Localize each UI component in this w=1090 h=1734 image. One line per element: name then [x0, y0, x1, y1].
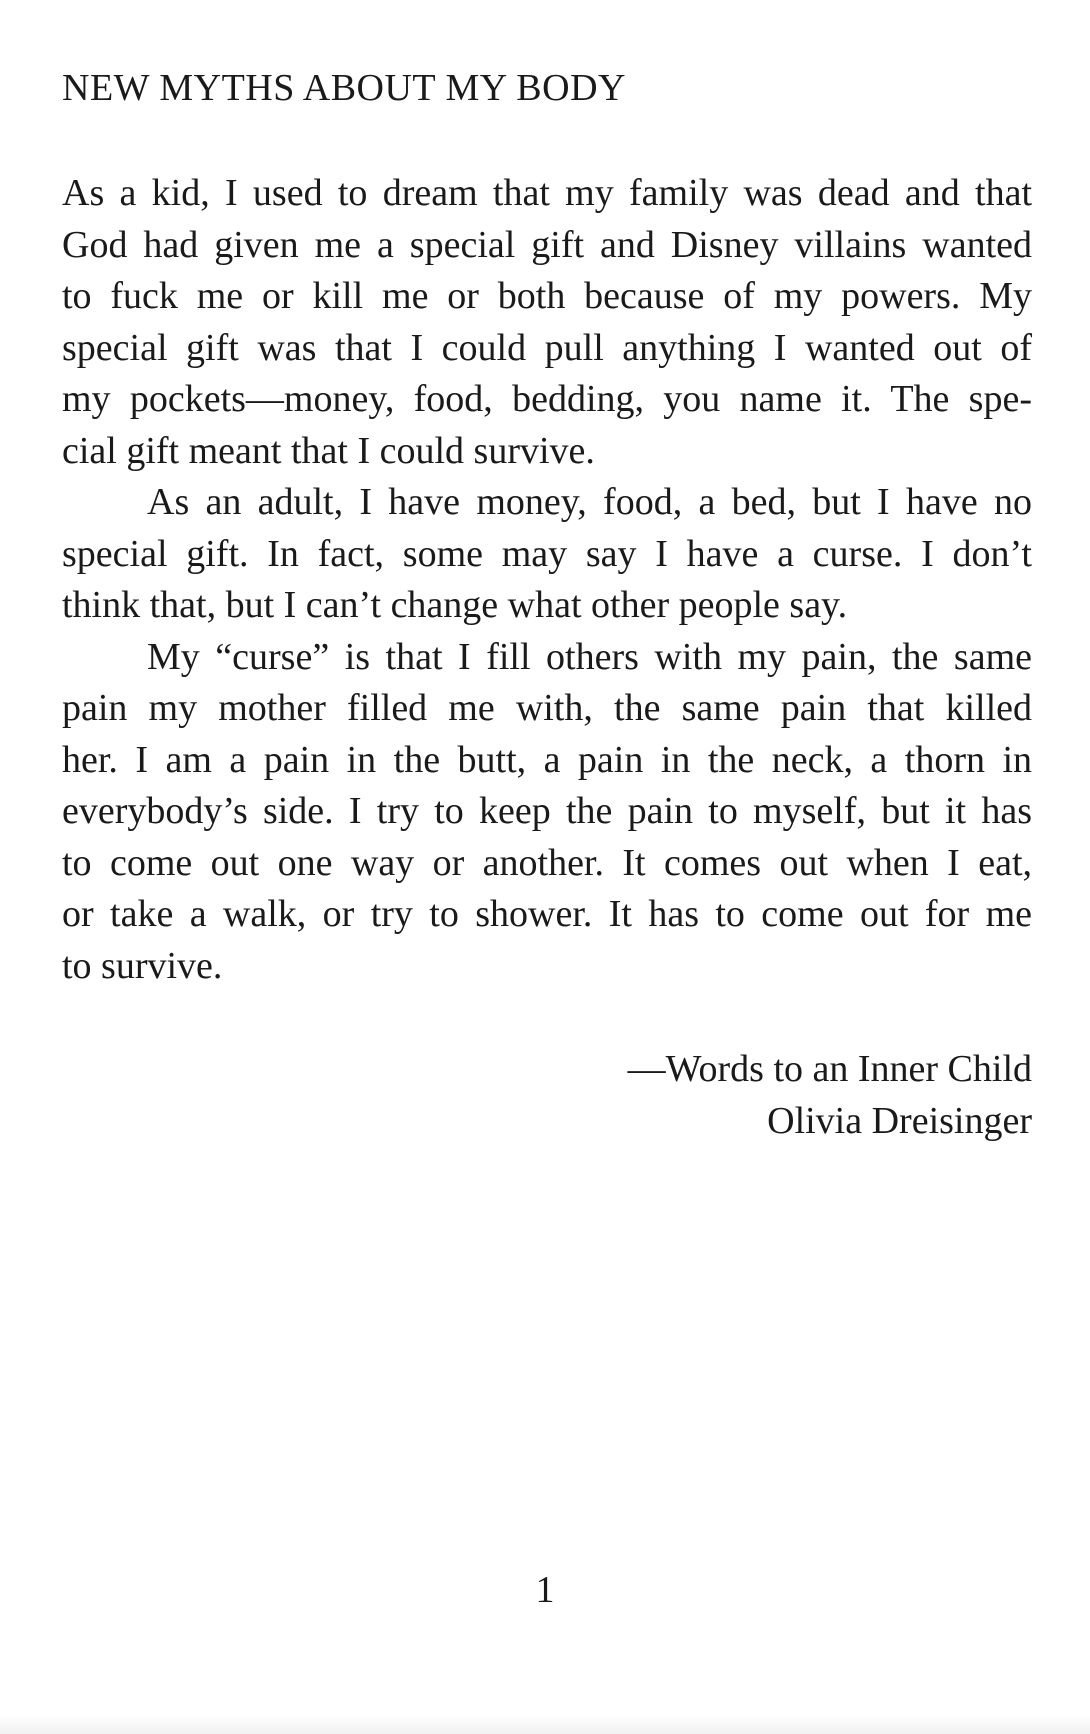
paragraph-3-line-7: to survive.	[62, 944, 223, 987]
signature-author: Olivia Dreisinger	[767, 1100, 1032, 1142]
paragraph-3-line-2: pain my mother filled me with, the same pain that killed	[62, 687, 1032, 729]
paragraph-3-line-3: her. I am a pain in the butt, a pain in the neck, a thorn in	[62, 738, 1032, 781]
paragraph-3-line-4: everybody’s side. I try to keep the pain to myself, but it has	[62, 790, 1032, 832]
paragraph-3-line-1: My “curse” is that I fill others with my pain, the same	[147, 635, 1032, 678]
page-bottom-edge	[0, 1716, 1090, 1734]
paragraph-3-line-6: or take a walk, or try to shower. It has to come out for me	[62, 893, 1032, 935]
signature-block	[628, 1043, 1032, 1147]
paragraph-1-line-2: God had given me a special gift and Disney villains wanted	[62, 223, 1032, 266]
paragraph-3-line-5: to come out one way or another. It comes out when I eat,	[62, 841, 1032, 884]
paragraph-2-line-3: think that, but I can’t change what other people say.	[62, 584, 848, 626]
body-text	[62, 168, 1032, 992]
paragraph-1-line-4: special gift was that I could pull anything I wanted out of	[62, 326, 1032, 369]
paragraph-1-line-6: cial gift meant that I could survive.	[62, 429, 595, 472]
paragraph-1-line-3: to fuck me or kill me or both because of my powers. My	[62, 275, 1032, 317]
page-title: NEW MYTHS ABOUT MY BODY	[62, 67, 626, 109]
page-number: 1	[535, 1569, 555, 1611]
signature-attribution: —Words to an Inner Child	[627, 1048, 1032, 1090]
paragraph-1-line-5: my pockets—money, food, bedding, you name it. The spe-	[62, 378, 1032, 420]
paragraph-2-line-1: As an adult, I have money, food, a bed, but I have no	[147, 481, 1032, 523]
paragraph-1-line-1: As a kid, I used to dream that my family was dead and that	[62, 172, 1032, 214]
paragraph-2-line-2: special gift. In fact, some may say I have a curse. I don’t	[62, 532, 1032, 575]
